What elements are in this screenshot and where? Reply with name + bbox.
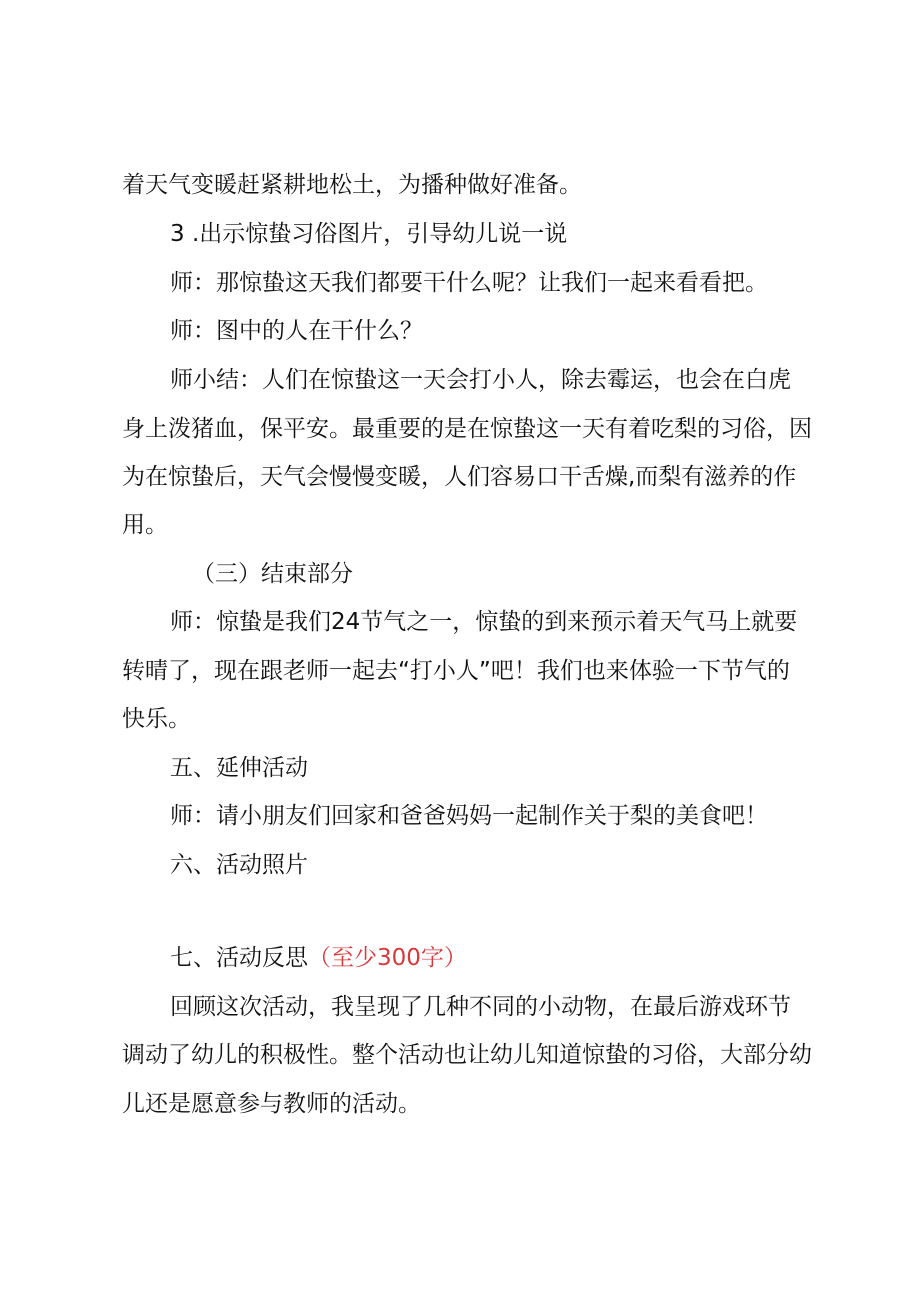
paragraph-line: 回顾这次活动，我呈现了几种不同的小动物，在最后游戏环节 xyxy=(170,994,791,1020)
paragraph-line: 转晴了，现在跟老师一起去“打小人”吧！我们也来体验一下节气的 xyxy=(122,658,790,684)
paragraph-line: 快乐。 xyxy=(122,706,191,732)
section-heading: 五、延伸活动 xyxy=(170,755,308,781)
paragraph-line: 着天气变暖赶紧耕地松土，为播种做好准备。 xyxy=(122,172,582,198)
paragraph-line: 师小结：人们在惊蛰这一天会打小人，除去霉运，也会在白虎 xyxy=(170,367,791,393)
section-heading-text: 七、活动反思 xyxy=(170,945,308,971)
section-heading: 3 .出示惊蛰习俗图片，引导幼儿说一说 xyxy=(170,221,568,247)
paragraph-line: 身上泼猪血，保平安。最重要的是在惊蛰这一天有着吃梨的习俗，因 xyxy=(122,416,812,442)
section-heading-reflection xyxy=(170,943,467,973)
paragraph-line: 儿还是愿意参与教师的活动。 xyxy=(122,1091,421,1117)
paragraph-line: 调动了幼儿的积极性。整个活动也让幼儿知道惊蛰的习俗，大部分幼 xyxy=(122,1042,812,1068)
paragraph-line: 师：请小朋友们回家和爸爸妈妈一起制作关于梨的美食吧！ xyxy=(170,803,768,829)
word-count-note: （至少300字） xyxy=(308,945,467,971)
section-heading: 六、活动照片 xyxy=(170,852,308,878)
paragraph-line: 用。 xyxy=(122,512,168,538)
section-heading: （三）结束部分 xyxy=(192,561,353,587)
paragraph-line: 师：惊蛰是我们24节气之一，惊蛰的到来预示着天气马上就要 xyxy=(170,609,798,635)
paragraph-line: 师：图中的人在干什么？ xyxy=(170,318,423,344)
paragraph-line: 师：那惊蛰这天我们都要干什么呢？让我们一起来看看把。 xyxy=(170,270,768,296)
paragraph-line: 为在惊蛰后，天气会慢慢变暖，人们容易口干舌燥,而梨有滋养的作 xyxy=(122,464,797,490)
